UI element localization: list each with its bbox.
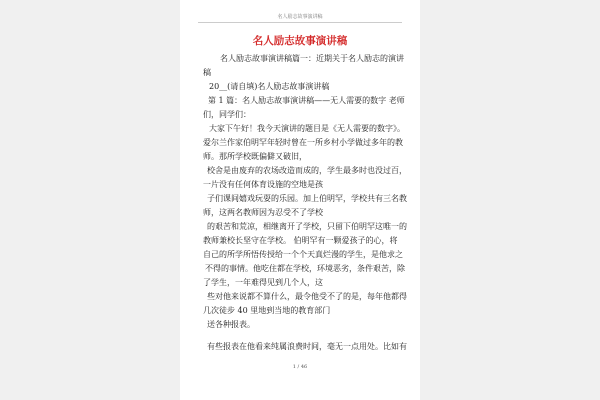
text-line: 教师兼校长坚守在学校。 伯明罕有一颗爱孩子的心，将 (203, 236, 398, 245)
document-page (180, 0, 420, 400)
text-line: 几次徒步 40 里地到当地的教育部门 (203, 306, 331, 315)
text-line: 自己的所学所悟传授给一个个天真烂漫的学生，是他求之 (203, 250, 403, 259)
text-line: 大家下午好！我今天演讲的题目是《无人需要的数字》。 (209, 124, 405, 133)
text-line: 的艰苦和荒凉，相继离开了学校，只留下伯明罕这唯一的 (207, 222, 407, 231)
text-line: 些对他来说都不算什么，最令他受不了的是，每年他都得 (207, 292, 407, 301)
text-line: 送各种报表。 (207, 320, 255, 329)
running-header: 名人励志故事演讲稿 (277, 14, 323, 20)
document-title: 名人励志故事演讲稿 (252, 35, 348, 47)
text-line: 不得的事情。他吃住都在学校，环境恶劣，条件艰苦，除 (205, 264, 405, 273)
page-indicator: 1 / 46 (292, 364, 308, 370)
text-line: 爱尔兰作家伯明罕年轻时曾在一所乡村小学做过多年的教 (203, 138, 403, 147)
text-line: 稿 (203, 68, 211, 77)
text-line: 20__(请自填)名人励志故事演讲稿 (209, 82, 330, 91)
text-line: 师，这两名教师因为忍受不了学校 (203, 208, 323, 217)
text-line: 子们课间嬉戏玩耍的乐园。加上伯明罕，学校共有三名教 (207, 194, 407, 203)
text-line: 第 1 篇：名人励志故事演讲稿——无人需要的数字 老师 (208, 96, 405, 105)
text-line: 师。那所学校既偏僻又破旧， (203, 152, 307, 161)
text-line: 了学生，一年难得见到几个人，这 (203, 278, 323, 287)
header-divider (198, 22, 402, 23)
text-line: 名人励志故事演讲稿篇一：近期关于名人励志的演讲 (220, 54, 404, 63)
text-line: 一片没有任何体育设施的空地是孩 (203, 180, 323, 189)
text-line: 们，同学们： (203, 110, 251, 119)
text-line: 有些报表在他看来纯属浪费时间，毫无一点用处。比如有 (207, 342, 407, 351)
text-line: 校舍是由废弃的农场改造而成的，学生最多时也没过百， (207, 166, 407, 175)
